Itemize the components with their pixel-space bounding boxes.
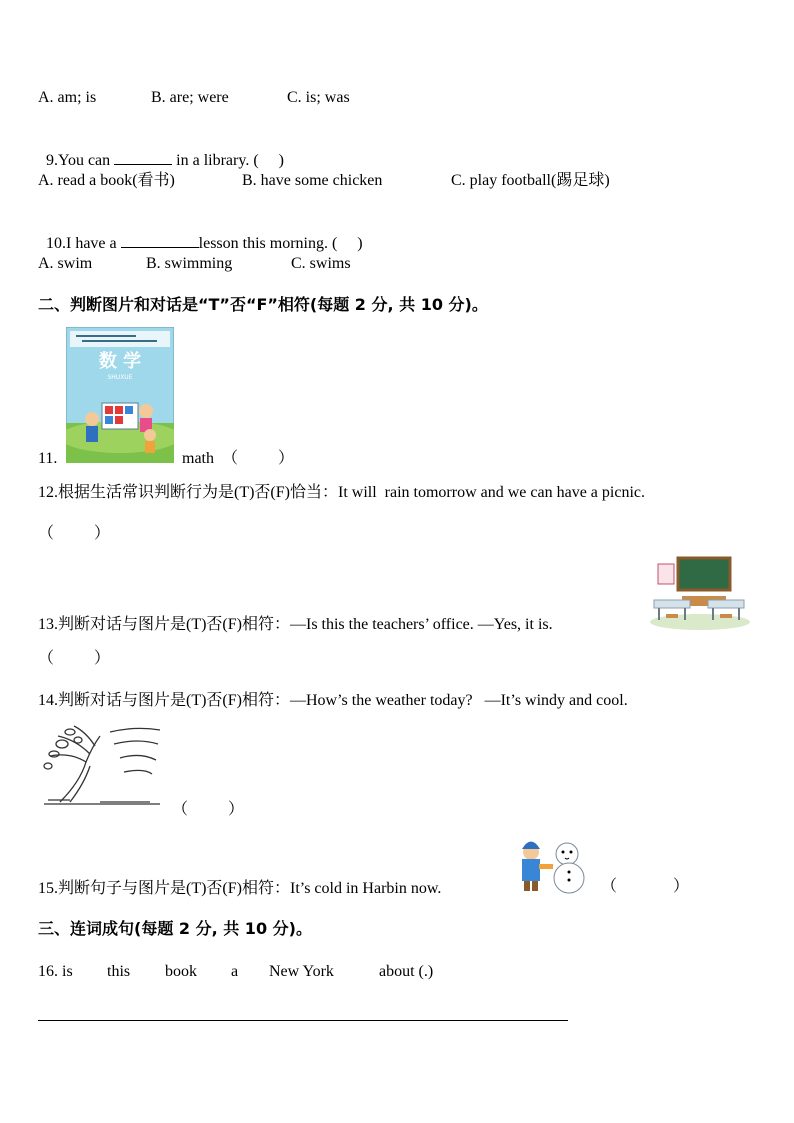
question-11-number: 11. — [38, 450, 58, 467]
q14-answer-paren[interactable]: （ ） — [172, 801, 245, 818]
q16-word: New York — [269, 963, 334, 980]
q10-option-c: C. swims — [291, 255, 351, 272]
q16-word: about (.) — [379, 963, 434, 980]
question-13: 13.判断对话与图片是(T)否(F)相符：—Is this the teachers’ office. —Yes, it is. — [38, 616, 553, 633]
q10-option-a: A. swim — [38, 255, 93, 272]
q9-prefix: 9.You can — [46, 152, 115, 169]
q8-option-b: B. are; were — [151, 89, 229, 106]
snowman-image — [517, 832, 593, 894]
q10-blank[interactable] — [121, 233, 199, 248]
q10-option-b: B. swimming — [146, 255, 233, 272]
q16-word: 16. is — [38, 963, 73, 980]
question-14: 14.判断对话与图片是(T)否(F)相符：—How’s the weather today? —It’s windy and cool. — [38, 692, 628, 709]
q10-suffix: lesson this morning. ( ) — [198, 235, 363, 252]
question-11-text: math （ ） — [182, 450, 294, 467]
question-15: 15.判断句子与图片是(T)否(F)相符：It’s cold in Harbin now. — [38, 880, 442, 897]
classroom-image — [648, 556, 750, 630]
q10-prefix: 10.I have a — [46, 235, 121, 252]
section-2-title: 二、判断图片和对话是“T”否“F”相符(每题 2 分, 共 10 分)。 — [38, 295, 488, 314]
book-pinyin-text: SHUXUE — [107, 374, 133, 381]
question-10 — [38, 213, 363, 254]
math-textbook-image — [66, 327, 174, 463]
q9-option-b: B. have some chicken — [242, 172, 383, 189]
question-12: 12.根据生活常识判断行为是(T)否(F)恰当：It will rain tomorrow and we can have a picnic. — [38, 484, 645, 501]
q13-answer-paren[interactable]: （ ） — [38, 650, 111, 667]
q8-option-a: A. am; is — [38, 89, 97, 106]
q16-word: a — [231, 963, 239, 980]
q9-suffix: in a library. ( ) — [172, 152, 284, 169]
q8-option-c: C. is; was — [287, 89, 350, 106]
q9-option-a: A. read a book(看书) — [38, 172, 175, 189]
q9-option-c: C. play football(踢足球) — [451, 172, 610, 189]
q16-answer-line[interactable] — [38, 1020, 568, 1021]
q9-blank[interactable] — [114, 150, 172, 165]
q12-answer-paren[interactable]: （ ） — [38, 525, 111, 542]
windy-tree-image — [40, 722, 164, 808]
q16-word: book — [165, 963, 197, 980]
section-3-title: 三、连词成句(每题 2 分, 共 10 分)。 — [38, 919, 312, 938]
q15-answer-paren[interactable]: （ ） — [601, 878, 690, 895]
book-title-text: 数 学 — [98, 351, 142, 372]
question-9 — [38, 130, 284, 171]
q16-word: this — [107, 963, 131, 980]
